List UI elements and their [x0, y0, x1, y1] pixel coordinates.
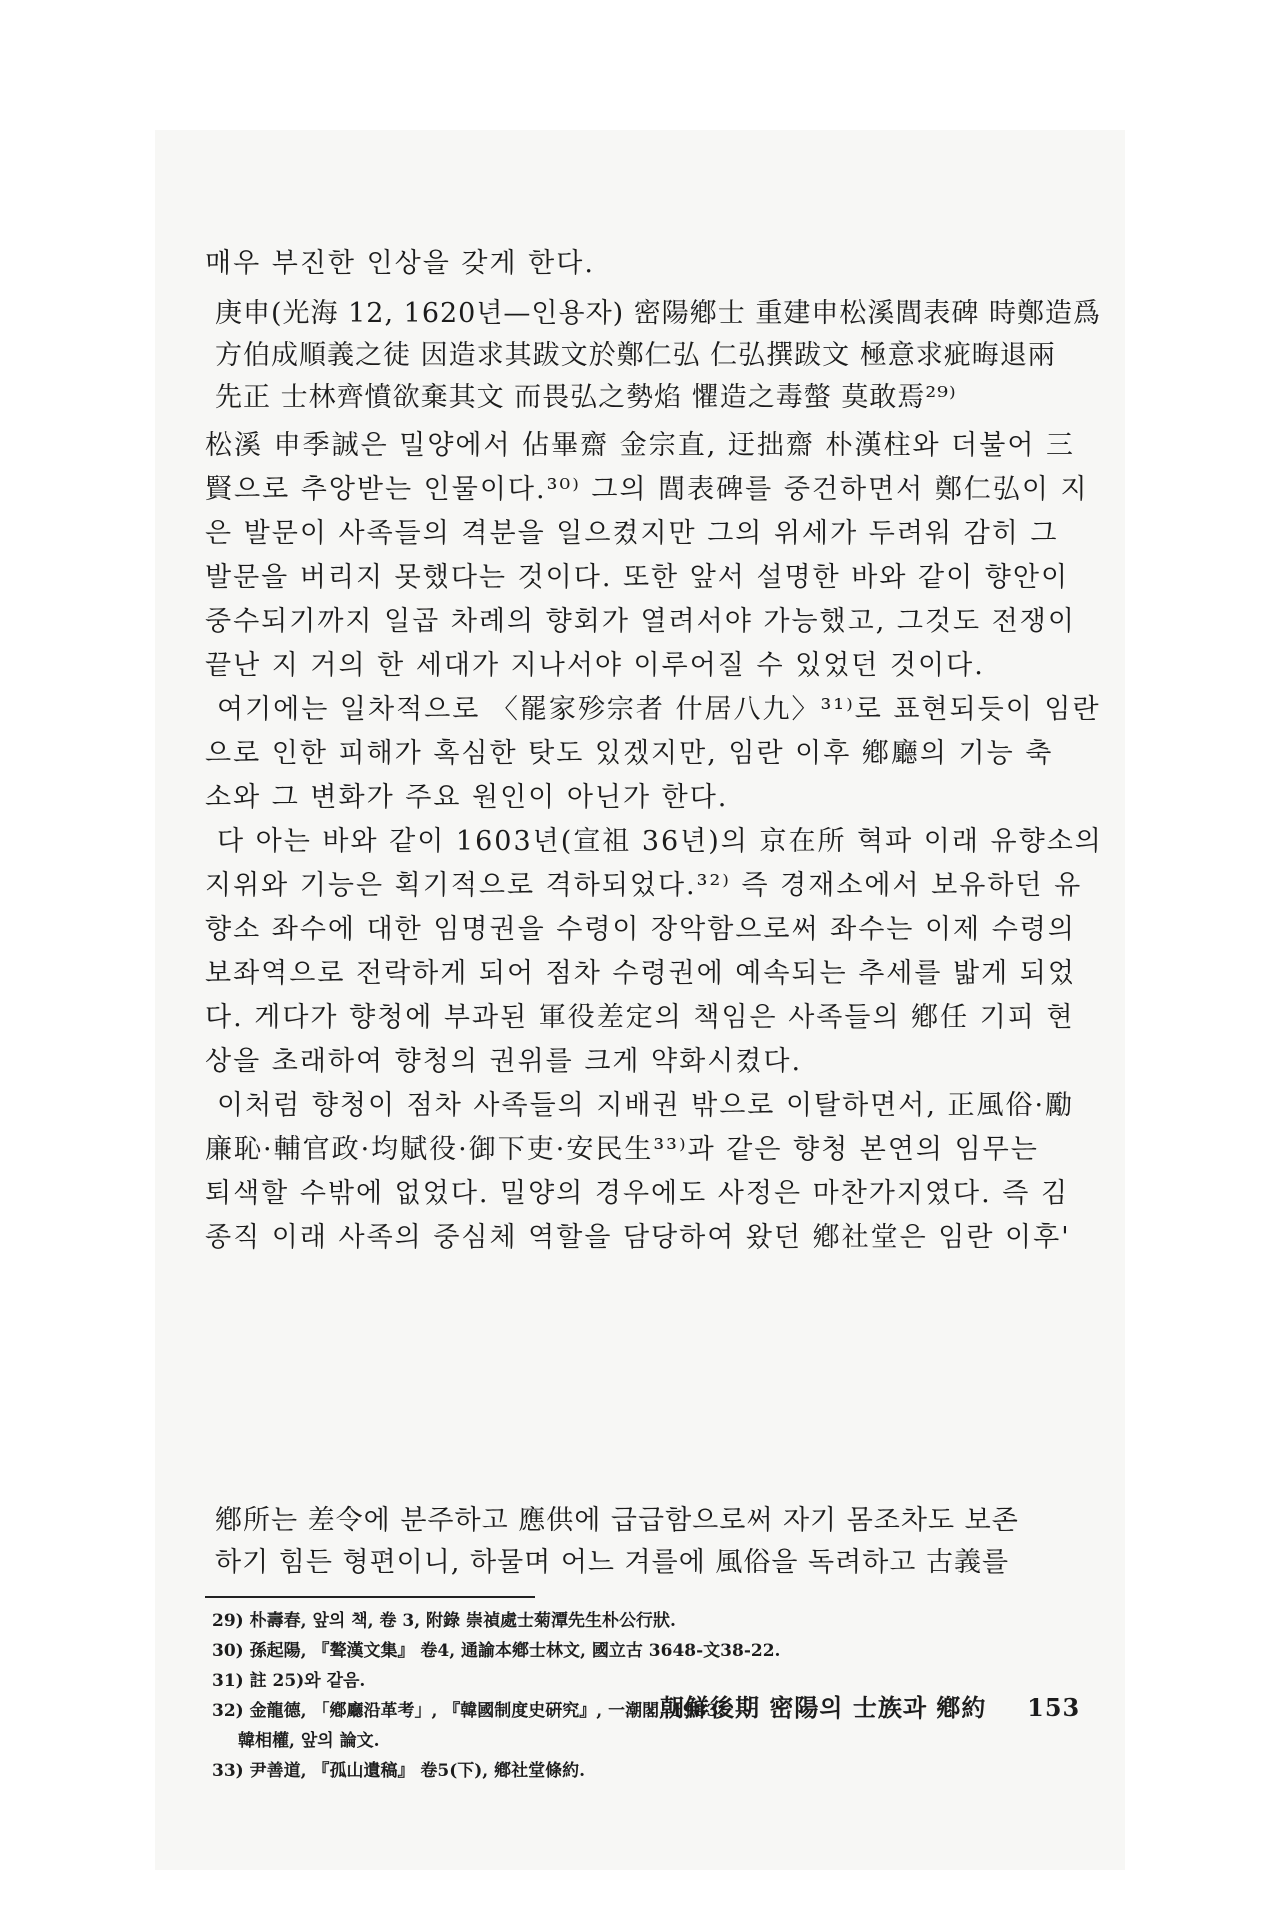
text-line: 賢으로 추앙받는 인물이다.³⁰⁾ 그의 閭表碑를 중건하면서 鄭仁弘이 지	[205, 474, 1089, 505]
text-line: 으로 인한 피해가 혹심한 탓도 있겠지만, 임란 이후 鄕廳의 기능 축	[205, 738, 1054, 769]
block-quotation	[215, 293, 1101, 419]
text-line: 매우 부진한 인상을 갖게 한다.	[205, 248, 595, 279]
footnote: 32) 金龍德, 「鄕廳沿革考」, 『韓國制度史硏究』, 一潮閣, 1983.	[212, 1701, 725, 1721]
block-quotation-continued	[215, 1500, 1085, 1584]
text-line: 발문을 버리지 못했다는 것이다. 또한 앞서 설명한 바와 같이 향안이	[205, 562, 1070, 593]
footnote-divider	[205, 1596, 535, 1598]
quote-line: 庚申(光海 12, 1620년—인용자) 密陽鄕士 重建申松溪閭表碑 時鄭造爲	[215, 298, 1101, 329]
quote-line: 先正 士林齊憤欲棄其文 而畏弘之勢焰 懼造之毒螫 莫敢焉²⁹⁾	[215, 382, 957, 413]
text-line: 상을 초래하여 향청의 권위를 크게 약화시켰다.	[205, 1046, 803, 1077]
footnote: 30) 孫起陽, 『聱漢文集』 卷4, 通諭本鄕士林文, 國立古 3648-文38-22.	[212, 1641, 781, 1661]
quote-line: 하기 힘든 형편이니, 하물며 어느 겨를에 風俗을 독려하고 古義를	[215, 1547, 1010, 1578]
text-line: 종직 이래 사족의 중심체 역할을 담당하여 왔던 鄕社堂은 임란 이후'	[205, 1222, 1071, 1253]
footnote: 31) 註 25)와 같음.	[212, 1671, 366, 1691]
text-line: 이처럼 향청이 점차 사족들의 지배권 밖으로 이탈하면서, 正風俗·勵	[217, 1090, 1075, 1121]
text-line: 다 아는 바와 같이 1603년(宣祖 36년)의 京在所 혁파 이래 유향소의	[217, 826, 1103, 857]
text-line: 중수되기까지 일곱 차례의 향회가 열려서야 가능했고, 그것도 전쟁이	[205, 606, 1076, 637]
running-footer	[660, 1688, 1080, 1723]
text-line: 松溪 申季誠은 밀양에서 佔畢齋 金宗直, 迂拙齋 朴漢柱와 더불어 三	[205, 430, 1075, 461]
text-line: 은 발문이 사족들의 격분을 일으켰지만 그의 위세가 두려워 감히 그	[205, 518, 1059, 549]
quote-line: 方伯成順義之徒 因造求其跋文於鄭仁弘 仁弘撰跋文 極意求疵晦退兩	[215, 340, 1056, 371]
text-line: 여기에는 일차적으로 〈罷家殄宗者 什居八九〉³¹⁾로 표현되듯이 임란	[217, 694, 1101, 725]
footnote: 33) 尹善道, 『孤山遺稿』 卷5(下), 鄕社堂條約.	[212, 1761, 586, 1781]
text-line: 다. 게다가 향청에 부과된 軍役差定의 책임은 사족들의 鄕任 기피 현	[205, 1002, 1075, 1033]
text-line: 소와 그 변화가 주요 원인이 아닌가 한다.	[205, 782, 729, 813]
footer-title: 朝鮮後期 密陽의 士族과 鄕約	[660, 1693, 987, 1722]
body-text	[205, 424, 1103, 1260]
text-line: 끝난 지 거의 한 세대가 지나서야 이루어질 수 있었던 것이다.	[205, 650, 985, 681]
text-line: 퇴색할 수밖에 없었다. 밀양의 경우에도 사정은 마찬가지였다. 즉 김	[205, 1178, 1070, 1209]
text-line: 향소 좌수에 대한 임명권을 수령이 장악함으로써 좌수는 이제 수령의	[205, 914, 1076, 945]
quote-line: 鄕所는 差令에 분주하고 應供에 급급함으로써 자기 몸조차도 보존	[215, 1505, 1019, 1536]
page-number: 153	[1027, 1693, 1081, 1722]
text-line: 지위와 기능은 획기적으로 격하되었다.³²⁾ 즉 경재소에서 보유하던 유	[205, 870, 1083, 901]
continuation-paragraph	[205, 242, 1085, 286]
footnote: 29) 朴壽春, 앞의 책, 卷 3, 附錄 崇禎處士菊潭先生朴公行狀.	[212, 1611, 676, 1631]
footnote-continuation: 韓相權, 앞의 論文.	[238, 1731, 380, 1751]
text-line: 보좌역으로 전락하게 되어 점차 수령권에 예속되는 추세를 밟게 되었	[205, 958, 1076, 989]
text-line: 廉恥·輔官政·均賦役·御下吏·安民生³³⁾과 같은 향청 본연의 임무는	[205, 1134, 1039, 1165]
